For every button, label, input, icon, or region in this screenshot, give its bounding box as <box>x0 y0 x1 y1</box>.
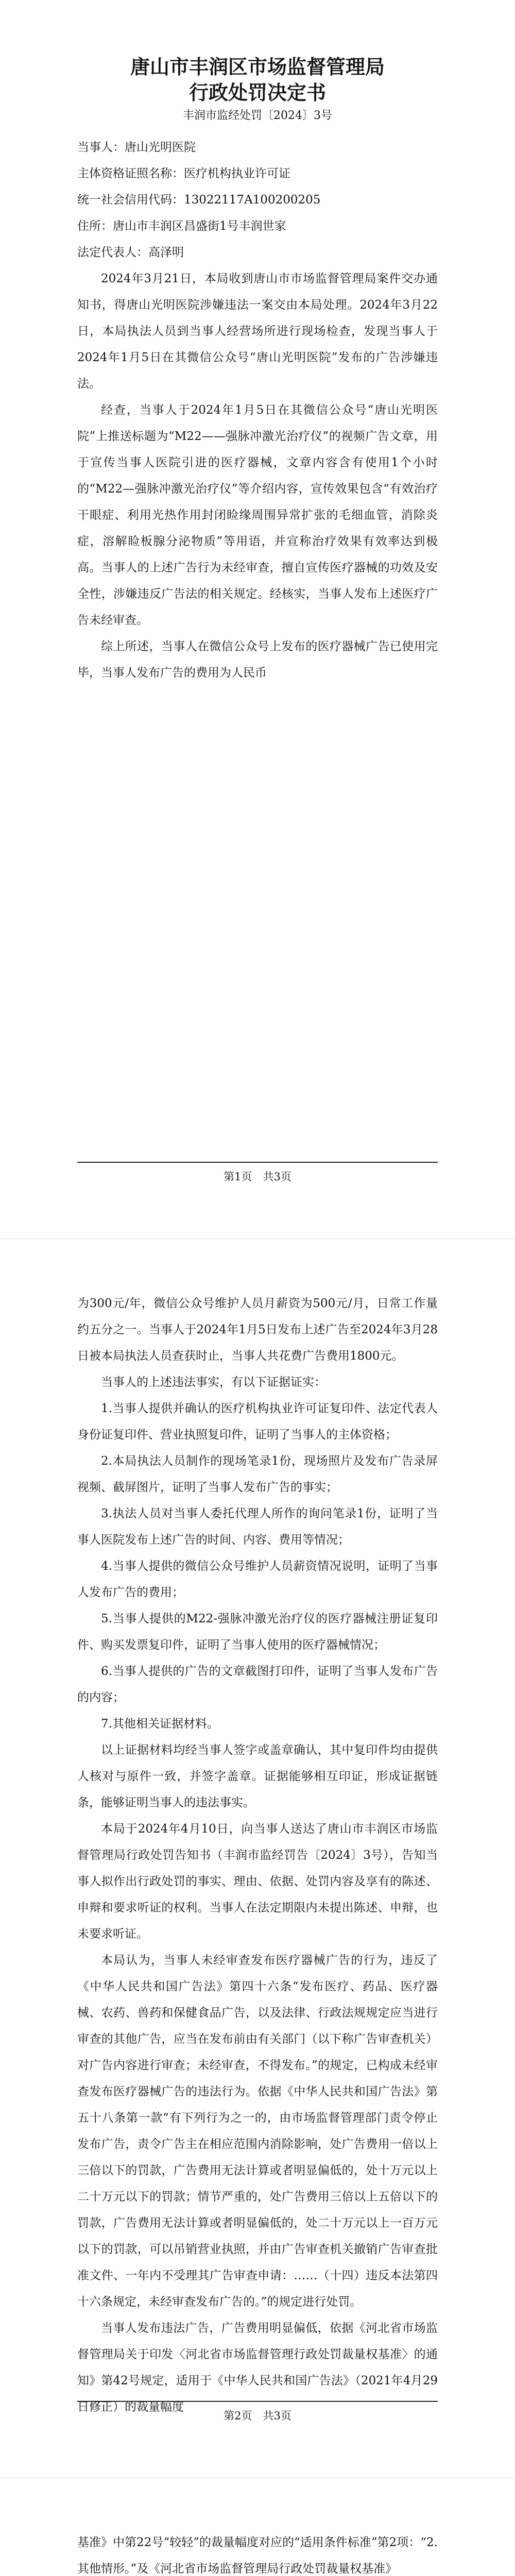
paragraph: 本局于2024年4月10日，向当事人送达了唐山市丰润区市场监督管理局行政处罚告知书（丰润市监经罚告〔2024〕3号），告知当事人拟作出行政处罚的事实、理由、依据、处罚内容及享有的陈述、申辩和要求听证的权利。当事人在法定期限内未提出陈述、申辩，也未要求听证。 <box>77 1822 438 1941</box>
evidence-item: 5.当事人提供的M22-强脉冲激光治疗仪的医疗器械注册证复印件、购买发票复印件，证明了当事人使用的医疗器械情况； <box>77 1612 438 1652</box>
evidence-item: 4.当事人提供的微信公众号维护人员薪资情况说明，证明了当事人发布广告的费用； <box>77 1560 438 1599</box>
document-page-2 <box>0 1239 515 2478</box>
paragraph: 当事人的上述违法事实，有以下证据证实： <box>101 1376 326 1389</box>
evidence-item: 6.当事人提供的广告的文章截图打印件，证明了当事人发布广告的内容； <box>77 1665 438 1704</box>
document-title-line-2: 行政处罚决定书 <box>188 81 326 104</box>
evidence-item: 7.其他相关证据材料。 <box>101 1717 219 1731</box>
paragraph: 基准》中第22号“较轻”的裁量幅度对应的“适用条件标准”第2项：“2.其他情形。”及《河北省市场监督管理局行政处罚裁量权基准》 <box>77 2536 438 2575</box>
party-name: 当事人：唐山光明医院 <box>77 141 196 154</box>
evidence-item: 1.当事人提供并确认的医疗机构执业许可证复印件、法定代表人身份证复印件、营业执照复印件，证明了当事人的主体资格； <box>77 1402 438 1442</box>
page-2-content <box>77 1291 438 2420</box>
page-1-content <box>77 54 438 686</box>
party-credit-code: 统一社会信用代码：13022117A100200205 <box>77 193 321 207</box>
party-address: 住所：唐山市丰润区昌盛街1号丰润世家 <box>77 219 286 233</box>
page-footer-2: 第2页 共3页 <box>224 2410 291 2422</box>
document-page-1 <box>0 0 515 1239</box>
party-license: 主体资格证照名称：医疗机构执业许可证 <box>77 167 290 180</box>
page-3-content <box>77 2530 438 2576</box>
footer-rule <box>77 2401 438 2402</box>
paragraph: 2024年3月21日，本局收到唐山市市场监督管理局案件交办通知书，得唐山光明医院涉嫌违法一案交由本局处理。2024年3月22日，本局执法人员到当事人经营场所进行现场检查，发现当事人于2024年1月5日在其微信公众号“唐山光明医院”发布的广告涉嫌违法。 <box>77 272 438 391</box>
paragraph: 为300元/年，微信公众号维护人员月薪资为500元/月，日常工作量约五分之一。当事人于2024年1月5日发布上述广告至2024年3月28日被本局执法人员查获时止，当事人共花费广告费用1800元。 <box>77 1297 438 1363</box>
paragraph: 经查，当事人于2024年1月5日在其微信公众号“唐山光明医院”上推送标题为“M22——强脉冲激光治疗仪”的视频广告文章，用于宣传当事人医院引进的医疗器械，文章内容含有使用1个小时的“M22—强脉冲激光治疗仪”等介绍内容，宣传效果包含“有效治疗干眼症、利用光热作用封闭睑缘周围异常扩张的毛细血管，消除炎症，溶解睑板腺分泌物质”等用语，并宣称治疗效果有效率达到极高。当事人的上述广告行为未经审查，擅自宣传医疗器械的功效及安全性，涉嫌违反广告法的相关规定。经核实，当事人发布上述医疗广告未经审查。 <box>77 403 438 627</box>
paragraph: 以上证据材料均经当事人签字或盖章确认，其中复印件均由提供人核对与原件一致，并签字盖章。证据能够相互印证，形成证据链条，能够证明当事人的违法事实。 <box>77 1743 438 1809</box>
footer-rule <box>77 1162 438 1163</box>
document-page-3 <box>0 2478 515 2576</box>
party-legal-rep: 法定代表人：高泽明 <box>77 246 184 259</box>
paragraph: 综上所述，当事人在微信公众号上发布的医疗器械广告已使用完毕，当事人发布广告的费用为人民币 <box>77 640 438 680</box>
document-number: 丰润市监经处罚〔2024〕3号 <box>183 109 332 122</box>
page-footer-1: 第1页 共3页 <box>224 1171 291 1183</box>
evidence-item: 3.执法人员对当事人委托代理人所作的询问笔录1份，证明了当事人医院发布上述广告的时间、内容、费用等情况； <box>77 1507 438 1547</box>
paragraph: 本局认为，当事人未经审查发布医疗器械广告的行为，违反了《中华人民共和国广告法》第四十六条“发布医疗、药品、医疗器械、农药、兽药和保健食品广告，以及法律、行政法规规定应当进行审查的其他广告，应当在发布前由有关部门（以下称广告审查机关）对广告内容进行审查；未经审查，不得发布。”的规定，已构成未经审查发布医疗器械广告的违法行为。依据《中华人民共和国广告法》第五十八条第一款“有下列行为之一的，由市场监督管理部门责令停止发布广告，责令广告主在相应范围内消除影响，处广告费用一倍以上三倍以下的罚款，广告费用无法计算或者明显偏低的，处十万元以上二十万元以下的罚款；情节严重的，处广告费用三倍以上五倍以下的罚款，广告费用无法计算或者明显偏低的，处二十万元以上一百万元以下的罚款，可以吊销营业执照，并由广告审查机关撤销广告审查批准文件、一年内不受理其广告审查申请：……（十四）违反本法第四十六条规定，未经审查发布广告的。”的规定进行处罚。 <box>77 1954 438 2309</box>
paragraph: 当事人发布违法广告，广告费用明显偏低，依据《河北省市场监督管理局关于印发〈河北省市场监督管理行政处罚裁量权基准〉的通知》第42号规定，适用于《中华人民共和国广告法》（2021年4月29日修正）的裁量幅度 <box>77 2321 438 2414</box>
document-title-line-1: 唐山市丰润区市场监督管理局 <box>130 55 385 78</box>
evidence-item: 2.本局执法人员制作的现场笔录1份，现场照片及发布广告录屏视频、截屏图片，证明了当事人发布广告的事实； <box>77 1454 438 1494</box>
